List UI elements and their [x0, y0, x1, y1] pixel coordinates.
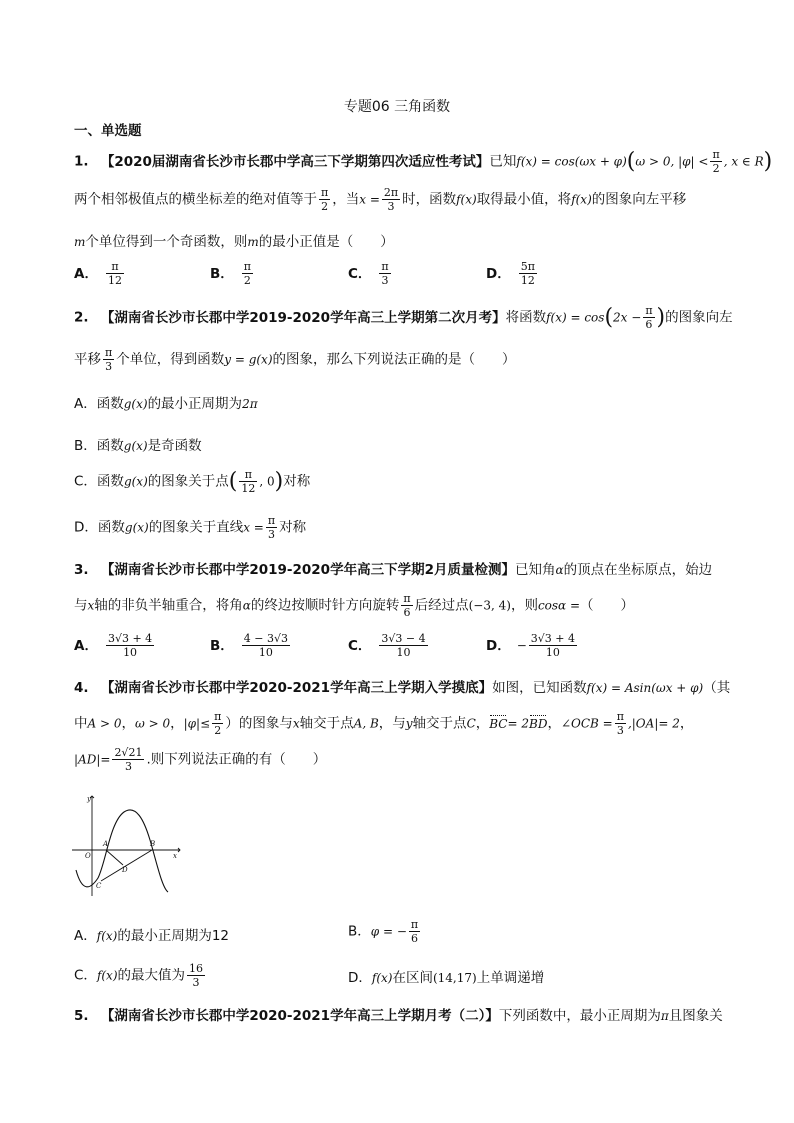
q1-l3-m2: m: [247, 235, 259, 249]
q2-fx: f(x) = cos: [546, 310, 605, 325]
q3-l2-e: 后经过点: [414, 597, 469, 614]
q4-l3-ad: |AD|=: [74, 752, 111, 767]
q4-l3-a: .则下列说法正确的有（ ）: [146, 751, 327, 768]
q4-l2-h: 轴交于点: [412, 715, 467, 732]
q3-l2-x: x: [87, 598, 95, 613]
q4-graph: [70, 792, 182, 898]
q1-l2-frac2: $\frac{2\pi}{3}$: [383, 186, 399, 213]
q1-option-a[interactable]: A． $\frac{\pi}{12}$: [74, 260, 122, 287]
q2-l2-g: y = g(x): [224, 352, 273, 367]
q4-option-c[interactable]: C．f(x)的最大值为 $\frac{16}{3}$: [74, 962, 204, 989]
q2-line1: [74, 304, 733, 331]
q2-option-b[interactable]: B．函数g(x)是奇函数: [74, 438, 202, 454]
q4-l2-AB: A, B: [353, 716, 379, 731]
q1-l2-a: 两个相邻极值点的横坐标差的绝对值等于: [74, 191, 317, 208]
q4-l2-frac: $\frac{\pi}{2}$: [214, 710, 222, 737]
q5-source: 【湖南省长沙市长郡中学2020-2021学年高三上学期月考（二）】: [100, 1008, 499, 1024]
q1-text-a: 已知: [489, 153, 517, 170]
q1-number: 1.: [74, 153, 89, 170]
q4-l1-b: （其: [703, 680, 731, 696]
q1-l2-fx2: f(x): [571, 192, 592, 207]
q4-l2-i: ，: [475, 715, 490, 732]
q2-option-d[interactable]: D．函数g(x)的图象关于直线x = $\frac{\pi}{3}$ 对称: [74, 514, 307, 541]
q2-inner: 2x −: [613, 310, 642, 325]
label-b: B: [150, 840, 156, 848]
q1-option-c[interactable]: C． $\frac{\pi}{3}$: [348, 260, 389, 287]
q5-line1: [74, 1004, 723, 1024]
q3-option-c[interactable]: C． $\frac{3√3 - 4}{10}$: [348, 632, 426, 659]
q4-l2-ang: ∠OCB =: [560, 716, 613, 731]
q2-option-c[interactable]: C．函数g(x)的图象关于点( $\frac{\pi}{12}$ , 0)对称: [74, 468, 311, 495]
q4-number: 4.: [74, 680, 89, 696]
q4-option-a[interactable]: A．f(x)的最小正周期为12: [74, 928, 230, 944]
q2-l2-c: 的图象，那么下列说法正确的是（ ）: [272, 351, 516, 368]
q4-l2-eq: = 2: [507, 716, 529, 731]
q2-l2-a: 平移: [74, 351, 101, 368]
q4-line2: [74, 710, 693, 737]
q4-l2-y: y: [405, 716, 413, 731]
q1-line3: [74, 230, 394, 250]
q1-l3-b: 的最小正值是（ ）: [258, 234, 394, 250]
q1-cond-frac: $\frac{\pi}{2}$: [712, 148, 720, 175]
q4-option-b[interactable]: B．φ = − $\frac{\pi}{6}$: [348, 918, 419, 945]
q4-l2-ang-frac: $\frac{\pi}{3}$: [616, 710, 624, 737]
q1-option-d[interactable]: D． $\frac{5\pi}{12}$: [486, 260, 535, 287]
q4-l2-phi: |φ|≤: [183, 716, 211, 731]
q3-l2-alpha: α: [242, 598, 251, 613]
q4-fx: f(x) = Asin(ωx + φ): [586, 681, 704, 695]
q3-option-d[interactable]: D． − $\frac{3√3 + 4}{10}$: [486, 632, 575, 659]
q4-l2-a: 中: [74, 715, 88, 732]
q2-paren-open: (: [604, 305, 614, 330]
q4-l2-f: 轴交于点: [299, 715, 354, 732]
q3-option-a[interactable]: A． $\frac{3√3 + 4}{10}$: [74, 632, 153, 659]
q4-l2-C: C: [466, 716, 476, 731]
q2-l2-b: 个单位，得到函数: [116, 351, 225, 368]
label-y: y: [87, 795, 91, 803]
q4-l2-vec-bd: BD: [529, 716, 548, 731]
q3-alpha: α: [555, 563, 564, 577]
q3-source: 【湖南省长沙市长郡中学2019-2020学年高三下学期2月质量检测】: [100, 562, 515, 578]
q1-cond-tail: , x ∈ R: [723, 154, 764, 169]
q2-inner-frac: $\frac{\pi}{6}$: [645, 304, 653, 331]
q3-option-b[interactable]: B． $\frac{4 - 3√3}{10}$: [210, 632, 289, 659]
q3-l2-f: ，则: [510, 597, 538, 614]
q4-l2-g: ，与: [378, 715, 406, 732]
q1-l3-a: 个单位得到一个奇函数，则: [85, 234, 248, 250]
q4-line1: [74, 676, 730, 696]
q3-l2-c: 的终边按顺时针方向旋转: [250, 597, 400, 614]
q3-l1-a: 已知角: [514, 562, 556, 578]
q2-line2: [74, 346, 516, 373]
q1-l2-x: x =: [359, 192, 380, 207]
q1-source: 【2020届湖南省长沙市长郡中学高三下学期第四次适应性考试】: [100, 153, 490, 170]
label-o: O: [85, 852, 91, 860]
q5-l1-a: 下列函数中，最小正周期为: [498, 1008, 661, 1024]
q3-l2-b: 轴的非负半轴重合，将角: [94, 597, 243, 614]
q1-l2-e: 的图象向左平移: [591, 191, 687, 208]
q4-l1-a: 如图，已知函数: [492, 680, 587, 696]
q3-l2-frac: $\frac{\pi}{6}$: [403, 592, 411, 619]
q1-line1: [74, 148, 772, 175]
q1-option-b[interactable]: B． $\frac{\pi}{2}$: [210, 260, 252, 287]
q4-l2-k: ，: [679, 715, 694, 732]
q4-l2-j: ，: [547, 715, 561, 732]
q1-fx: f(x) = cos(ωx + φ): [516, 154, 627, 169]
q4-l2-b: ，: [121, 715, 135, 732]
q1-line2: [74, 186, 686, 213]
q1-paren-open: (: [626, 149, 636, 174]
q1-l3-m: m: [74, 235, 86, 249]
q5-pi: π: [660, 1009, 669, 1023]
q3-line2: [74, 592, 634, 619]
q4-l2-vec-bc: BC: [489, 716, 508, 731]
q3-number: 3.: [74, 562, 89, 578]
q1-l2-b: ，当: [332, 191, 360, 208]
q5-l1-b: 且图象关: [668, 1008, 723, 1024]
q2-number: 2.: [74, 309, 89, 326]
label-c: C: [96, 882, 102, 890]
q1-l2-fx: f(x): [456, 192, 477, 207]
segment-ad: [106, 850, 123, 865]
q2-paren-close: ): [656, 305, 666, 330]
q3-l2-pt: (−3, 4): [468, 598, 511, 613]
q4-option-d[interactable]: D．f(x)在区间(14,17)上单调递增: [348, 970, 545, 986]
page-title: 专题06 三角函数: [343, 99, 451, 115]
q1-paren-close: ): [763, 149, 773, 174]
q4-l2-x: x: [292, 716, 300, 731]
q4-l2-c: ，: [170, 715, 184, 732]
section-heading: 一、单选题: [74, 123, 142, 139]
q2-option-a[interactable]: A．函数g(x)的最小正周期为2π: [74, 396, 258, 412]
label-a: A: [103, 840, 109, 848]
q2-l1-b: 的图象向左: [665, 309, 733, 326]
q1-cond: ω > 0, |φ| <: [635, 154, 709, 169]
q1-l2-d: 取得最小值，将: [476, 191, 572, 208]
q1-l2-frac1: $\frac{\pi}{2}$: [321, 186, 329, 213]
q2-l1-a: 将函数: [505, 309, 547, 326]
q5-number: 5.: [74, 1008, 89, 1024]
q4-l2-oa: ,|OA|= 2: [627, 716, 680, 731]
q3-line1: [74, 558, 712, 578]
q4-l2-w: ω > 0: [134, 716, 171, 731]
q3-l1-b: 的顶点在坐标原点，始边: [563, 562, 713, 578]
q4-l2-e: ）的图象与: [225, 715, 293, 732]
q4-l2-A: A > 0: [87, 716, 122, 731]
sine-curve: [76, 810, 168, 892]
q2-source: 【湖南省长沙市长郡中学2019-2020学年高三上学期第二次月考】: [100, 309, 506, 326]
label-d: D: [122, 866, 128, 874]
q3-l2-a: 与: [74, 597, 88, 614]
q4-l3-frac: $\frac{2√21}{3}$: [114, 746, 143, 773]
q1-l2-c: 时，函数: [402, 191, 457, 208]
q4-line3: [74, 746, 326, 773]
q3-l2-g: （ ）: [580, 597, 635, 614]
q3-l2-cos: cosα =: [537, 598, 581, 613]
label-x: x: [173, 852, 177, 860]
q4-source: 【湖南省长沙市长郡中学2020-2021学年高三上学期入学摸底】: [100, 680, 493, 696]
q2-l2-frac: $\frac{\pi}{3}$: [105, 346, 113, 373]
